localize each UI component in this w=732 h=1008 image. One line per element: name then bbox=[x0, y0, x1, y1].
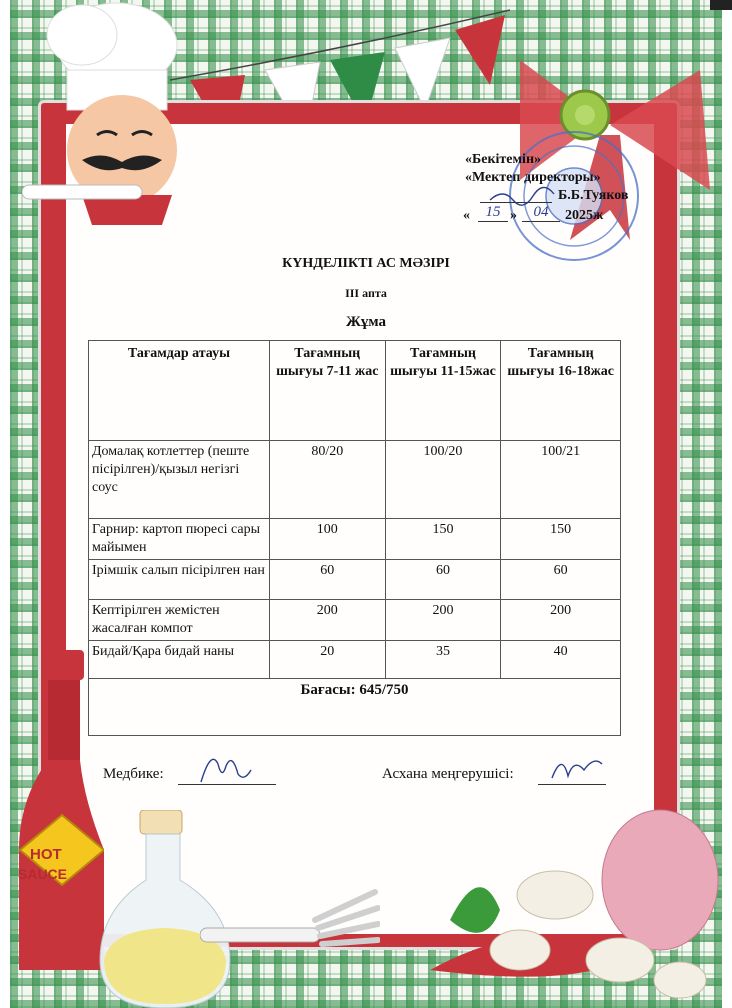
nurse-label: Медбике: bbox=[103, 766, 164, 782]
price-row bbox=[89, 679, 621, 736]
portion-7-11: 100 bbox=[269, 519, 385, 560]
fork-icon bbox=[200, 880, 380, 970]
table-row bbox=[89, 600, 621, 641]
table-row bbox=[89, 641, 621, 679]
day-label: Жұма bbox=[346, 314, 386, 330]
portion-16-18: 40 bbox=[501, 641, 621, 679]
approval-line-2: «Мектеп директоры» bbox=[465, 170, 601, 185]
portion-11-15: 60 bbox=[385, 560, 501, 600]
approval-year: 2025ж bbox=[565, 208, 604, 223]
approval-date-open: « bbox=[463, 208, 470, 223]
portion-16-18: 100/21 bbox=[501, 441, 621, 519]
portion-7-11: 60 bbox=[269, 560, 385, 600]
price-label: Бағасы: 645/750 bbox=[89, 679, 621, 736]
canteen-manager-label: Асхана меңгерушісі: bbox=[382, 766, 514, 782]
approval-date-sep: » bbox=[510, 208, 517, 223]
approval-month: 04 bbox=[522, 204, 560, 222]
canteen-manager-signature bbox=[548, 748, 606, 786]
dish-name: Кептірілген жемістен жасалған компот bbox=[89, 600, 270, 641]
menu-title: КҮНДЕЛІКТІ АС МӘЗІРІ bbox=[282, 256, 450, 271]
dish-name: Ірімшік салып пісірілген нан bbox=[89, 560, 270, 600]
portion-7-11: 20 bbox=[269, 641, 385, 679]
header-dish-name: Тағамдар атауы bbox=[89, 341, 270, 441]
table-row bbox=[89, 519, 621, 560]
portion-7-11: 80/20 bbox=[269, 441, 385, 519]
portion-11-15: 200 bbox=[385, 600, 501, 641]
dish-name: Бидай/Қара бидай наны bbox=[89, 641, 270, 679]
menu-table bbox=[88, 340, 621, 736]
header-portion-7-11: Тағамның шығуы 7-11 жас bbox=[269, 341, 385, 441]
week-label: III апта bbox=[345, 286, 387, 300]
portion-16-18: 60 bbox=[501, 560, 621, 600]
portion-11-15: 35 bbox=[385, 641, 501, 679]
portion-11-15: 150 bbox=[385, 519, 501, 560]
approval-day: 15 bbox=[478, 204, 508, 222]
header-portion-16-18: Тағамның шығуы 16-18жас bbox=[501, 341, 621, 441]
nurse-signature bbox=[196, 744, 256, 786]
portion-7-11: 200 bbox=[269, 600, 385, 641]
header-portion-11-15: Тағамның шығуы 11-15жас bbox=[385, 341, 501, 441]
scan-edge bbox=[710, 0, 732, 10]
vegetables-icon bbox=[390, 800, 720, 1000]
table-row bbox=[89, 560, 621, 600]
portion-16-18: 200 bbox=[501, 600, 621, 641]
director-signature bbox=[488, 186, 558, 206]
dish-name: Гарнир: картоп пюресі сары майымен bbox=[89, 519, 270, 560]
chef-icon bbox=[22, 0, 192, 230]
bottle-label-hot: HOT bbox=[30, 846, 62, 863]
portion-16-18: 150 bbox=[501, 519, 621, 560]
bottle-label-sauce: SAUCE bbox=[18, 866, 68, 882]
dish-name: Домалақ котлеттер (пеште пісірілген)/қызыл негізгі соус bbox=[89, 441, 270, 519]
table-header-row bbox=[89, 341, 621, 441]
approval-line-1: «Бекітемін» bbox=[465, 152, 542, 167]
approval-signer: Б.Б.Туяков bbox=[558, 188, 629, 203]
portion-11-15: 100/20 bbox=[385, 441, 501, 519]
table-row bbox=[89, 441, 621, 519]
